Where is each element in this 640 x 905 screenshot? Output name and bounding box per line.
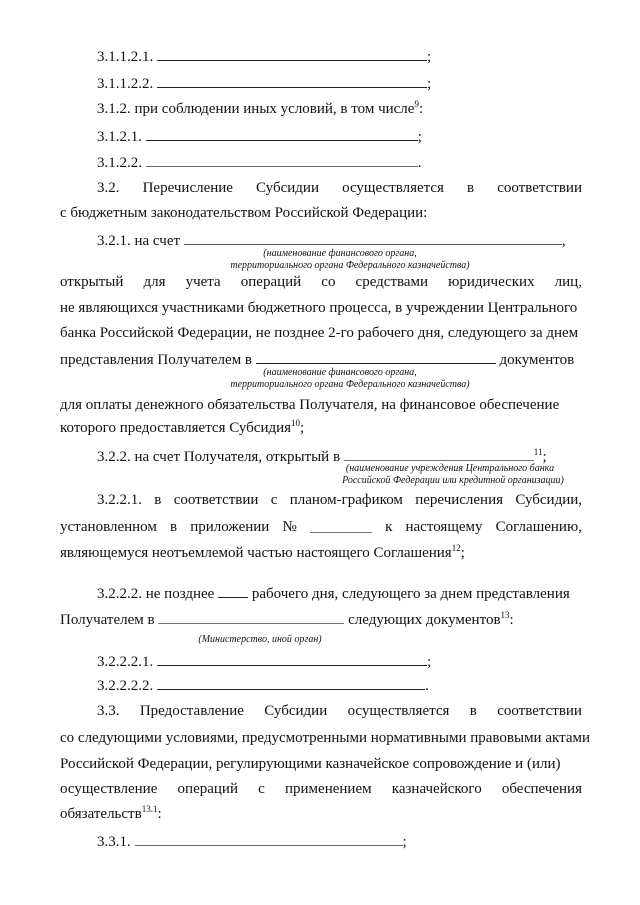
paragraph-3-3-line4: осуществление операций с применением казначейского обеспечения <box>60 781 582 797</box>
item-3-3-1: 3.3.1. ; <box>97 834 407 850</box>
item-number: 3.1.1.2.1. <box>97 49 154 65</box>
paragraph-3-3-line1: 3.3. Предоставление Субсидии осуществляется в соответствии <box>97 703 582 719</box>
paragraph-3-2-2-1-line2: установленном в приложении № к настоящему Соглашению, <box>60 519 582 535</box>
blank-line[interactable] <box>157 676 425 690</box>
footnote-ref[interactable]: 12 <box>451 543 461 553</box>
blank-line[interactable] <box>146 127 418 141</box>
paragraph-3-2-2-1-line1: 3.2.2.1. в соответствии с планом-графиком перечисления Субсидии, <box>97 492 582 508</box>
paragraph-3-2-1-line3: не являющихся участниками бюджетного процесса, в учреждении Центрального <box>60 300 578 316</box>
paragraph-3-2-line2: с бюджетным законодательством Российской Федерации: <box>60 205 428 221</box>
item-3-1-1-2-1: 3.1.1.2.1. ; <box>97 49 432 65</box>
item-3-1-1-2-2: 3.1.1.2.2. ; <box>97 76 432 92</box>
footnote-ref[interactable]: 13 <box>500 610 510 620</box>
item-3-2-2: 3.2.2. на счет Получателя, открытый в $^{11}$; <box>97 447 547 465</box>
field-caption: территориального органа Федерального казначейства) <box>230 260 470 271</box>
item-3-1-2-1: 3.1.2.1. ; <box>97 129 422 145</box>
paragraph-3-3-line3: Российской Федерации, регулирующими казначейское сопровождение и (или) <box>60 756 561 772</box>
field-caption: (наименование финансового органа, <box>263 367 417 378</box>
item-3-2-1: 3.2.1. на счет , <box>97 233 566 249</box>
field-caption: (наименование учреждения Центрального банка <box>345 463 555 474</box>
paragraph-3-2-1-line2: открытый для учета операций со средствами юридических лиц, <box>60 274 582 290</box>
footnote-ref[interactable]: 11 <box>533 447 543 457</box>
finance-body-field[interactable] <box>256 350 496 364</box>
footnote-ref[interactable]: 9 <box>414 99 419 109</box>
blank-line[interactable] <box>157 47 427 61</box>
blank-line[interactable] <box>146 153 418 167</box>
paragraph-3-2-line1: 3.2. Перечисление Субсидии осуществляется в соответствии <box>97 180 582 196</box>
paragraph-3-2-2-2-line1: 3.2.2.2. не позднее рабочего дня, следующего за днем представления <box>97 586 570 602</box>
paragraph-3-2-1-line6: для оплаты денежного обязательства Получателя, на финансовое обеспечение <box>60 397 560 413</box>
item-3-2-2-2-1: 3.2.2.2.1. ; <box>97 654 432 670</box>
appendix-number-field[interactable] <box>310 519 372 533</box>
blank-line[interactable] <box>135 832 403 846</box>
field-caption: (Министерство, иной орган) <box>198 634 322 645</box>
paragraph-3-3-line2: со следующими условиями, предусмотренными нормативными правовыми актами <box>60 730 590 746</box>
field-caption: Российской Федерации или кредитной организации) <box>342 475 564 486</box>
footnote-ref[interactable]: 13.1 <box>141 804 158 814</box>
field-caption: (наименование финансового органа, <box>263 248 417 259</box>
bank-field[interactable] <box>344 447 534 461</box>
item-number: 3.1.1.2.2. <box>97 76 154 92</box>
paragraph-3-2-2-1-line3: являющемуся неотъемлемой частью настоящего Соглашения$^{12}$; <box>60 543 465 561</box>
paragraph-3-2-1-line4: банка Российской Федерации, не позднее 2-го рабочего дня, следующего за днем <box>60 325 579 341</box>
paragraph-3-2-1-line7: которого предоставляется Субсидия$^{10}$; <box>60 418 305 436</box>
ministry-field[interactable] <box>158 610 344 624</box>
blank-line[interactable] <box>157 652 427 666</box>
item-3-1-2: 3.1.2. при соблюдении иных условий, в том числе$^9$: <box>97 99 424 117</box>
item-3-2-2-2-2: 3.2.2.2.2. . <box>97 678 429 694</box>
item-3-1-2-2: 3.1.2.2. . <box>97 155 422 171</box>
paragraph-3-2-2-2-line2: Получателем в следующих документов$^{13}$: <box>60 610 514 628</box>
finance-body-field[interactable] <box>184 231 562 245</box>
paragraph-3-3-line5: обязательств$^{13.1}$: <box>60 804 162 822</box>
blank-line[interactable] <box>157 74 427 88</box>
days-field[interactable] <box>218 584 248 598</box>
footnote-ref[interactable]: 10 <box>291 418 301 428</box>
field-caption: территориального органа Федерального казначейства) <box>230 379 470 390</box>
paragraph-3-2-1-line5: представления Получателем в документов <box>60 352 575 368</box>
